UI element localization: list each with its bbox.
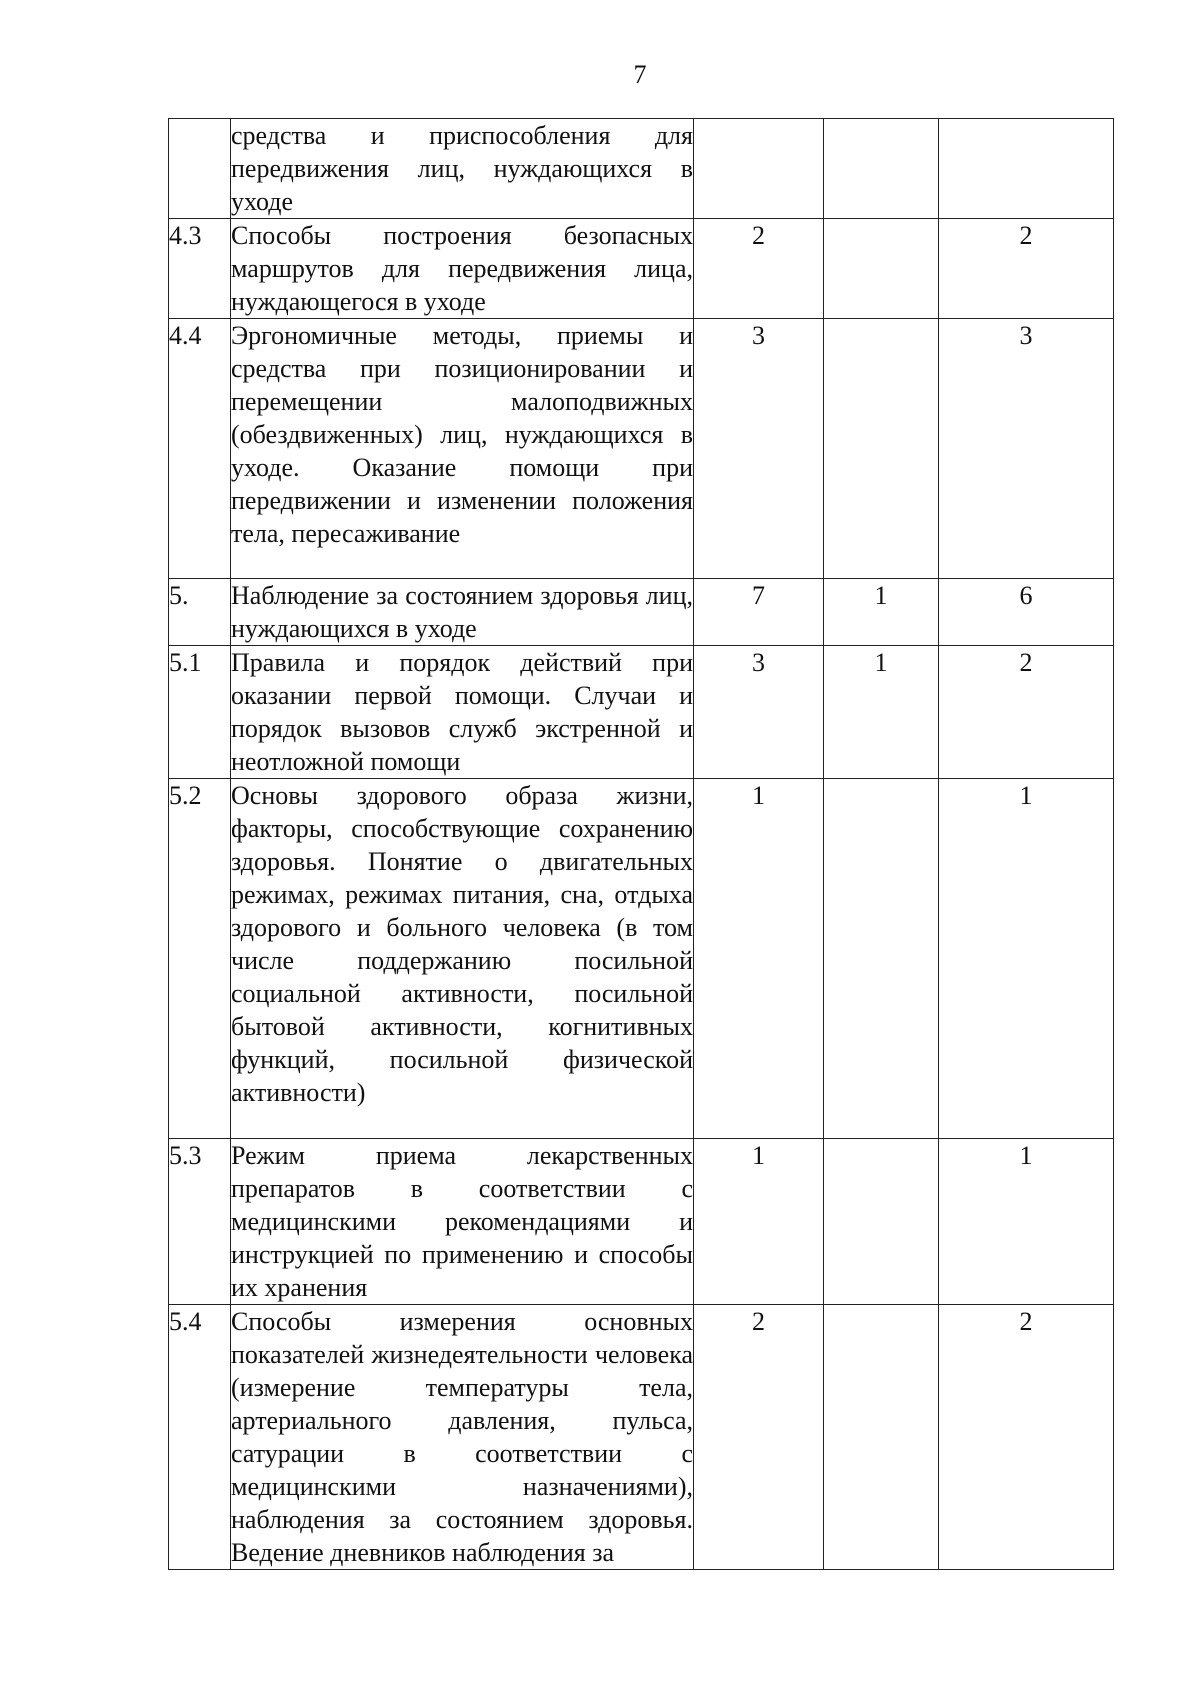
table-row bbox=[169, 219, 1114, 319]
page-number: 7 bbox=[633, 60, 647, 89]
row-number bbox=[169, 119, 231, 219]
row-topic: Способы построения безопасных маршрутов для передвижения лица, нуждающегося в уходе bbox=[231, 219, 694, 319]
table-body bbox=[169, 119, 1114, 1570]
row-hours-theory bbox=[824, 1305, 939, 1570]
table-row bbox=[169, 779, 1114, 1139]
row-topic: Режим приема лекарственных препаратов в соответствии с медицинскими рекомендациями и инструкцией по применению и способы их хранения bbox=[231, 1139, 694, 1305]
table-row bbox=[169, 119, 1114, 219]
row-hours-total bbox=[694, 119, 824, 219]
row-number: 5.4 bbox=[169, 1305, 231, 1570]
row-number: 5.2 bbox=[169, 779, 231, 1139]
row-hours-theory bbox=[824, 119, 939, 219]
row-hours-theory bbox=[824, 319, 939, 579]
row-hours-practice: 2 bbox=[939, 646, 1114, 779]
row-number: 5. bbox=[169, 579, 231, 646]
row-topic: Основы здорового образа жизни, факторы, способствующие сохранению здоровья. Понятие о двигательных режимах, режимах питания, сна, отдыха здорового и больного человека (в том числе поддержанию посильной социальной активности, посильной бытовой активности, когнитивных функций, посильной физической активности) bbox=[231, 779, 694, 1139]
table-row bbox=[169, 319, 1114, 579]
row-hours-theory: 1 bbox=[824, 646, 939, 779]
row-hours-theory: 1 bbox=[824, 579, 939, 646]
row-hours-practice: 1 bbox=[939, 779, 1114, 1139]
row-hours-theory bbox=[824, 219, 939, 319]
row-topic: Правила и порядок действий при оказании первой помощи. Случаи и порядок вызовов служб экстренной и неотложной помощи bbox=[231, 646, 694, 779]
row-hours-theory bbox=[824, 1139, 939, 1305]
row-topic: средства и приспособления для передвижения лиц, нуждающихся в уходе bbox=[231, 119, 694, 219]
curriculum-table bbox=[168, 118, 1114, 1570]
row-hours-practice: 1 bbox=[939, 1139, 1114, 1305]
table-row bbox=[169, 579, 1114, 646]
row-hours-total: 2 bbox=[694, 219, 824, 319]
row-number: 4.3 bbox=[169, 219, 231, 319]
row-hours-total: 7 bbox=[694, 579, 824, 646]
row-number: 5.1 bbox=[169, 646, 231, 779]
row-hours-total: 3 bbox=[694, 646, 824, 779]
row-hours-practice: 2 bbox=[939, 219, 1114, 319]
row-number: 4.4 bbox=[169, 319, 231, 579]
table-row bbox=[169, 646, 1114, 779]
row-hours-practice: 3 bbox=[939, 319, 1114, 579]
row-hours-total: 1 bbox=[694, 1139, 824, 1305]
row-hours-practice: 6 bbox=[939, 579, 1114, 646]
row-topic: Наблюдение за состоянием здоровья лиц, нуждающихся в уходе bbox=[231, 579, 694, 646]
row-topic: Эргономичные методы, приемы и средства при позиционировании и перемещении малоподвижных (обездвиженных) лиц, нуждающихся в уходе. Оказание помощи при передвижении и изменении положения тела, пересаживание bbox=[231, 319, 694, 579]
row-topic: Способы измерения основных показателей жизнедеятельности человека (измерение температуры тела, артериального давления, пульса, сатурации в соответствии с медицинскими назначениями), наблюдения за состоянием здоровья. Ведение дневников наблюдения за bbox=[231, 1305, 694, 1570]
row-hours-practice: 2 bbox=[939, 1305, 1114, 1570]
row-hours-total: 2 bbox=[694, 1305, 824, 1570]
row-hours-total: 1 bbox=[694, 779, 824, 1139]
table-row bbox=[169, 1305, 1114, 1570]
row-number: 5.3 bbox=[169, 1139, 231, 1305]
row-hours-practice bbox=[939, 119, 1114, 219]
row-hours-total: 3 bbox=[694, 319, 824, 579]
table-row bbox=[169, 1139, 1114, 1305]
row-hours-theory bbox=[824, 779, 939, 1139]
